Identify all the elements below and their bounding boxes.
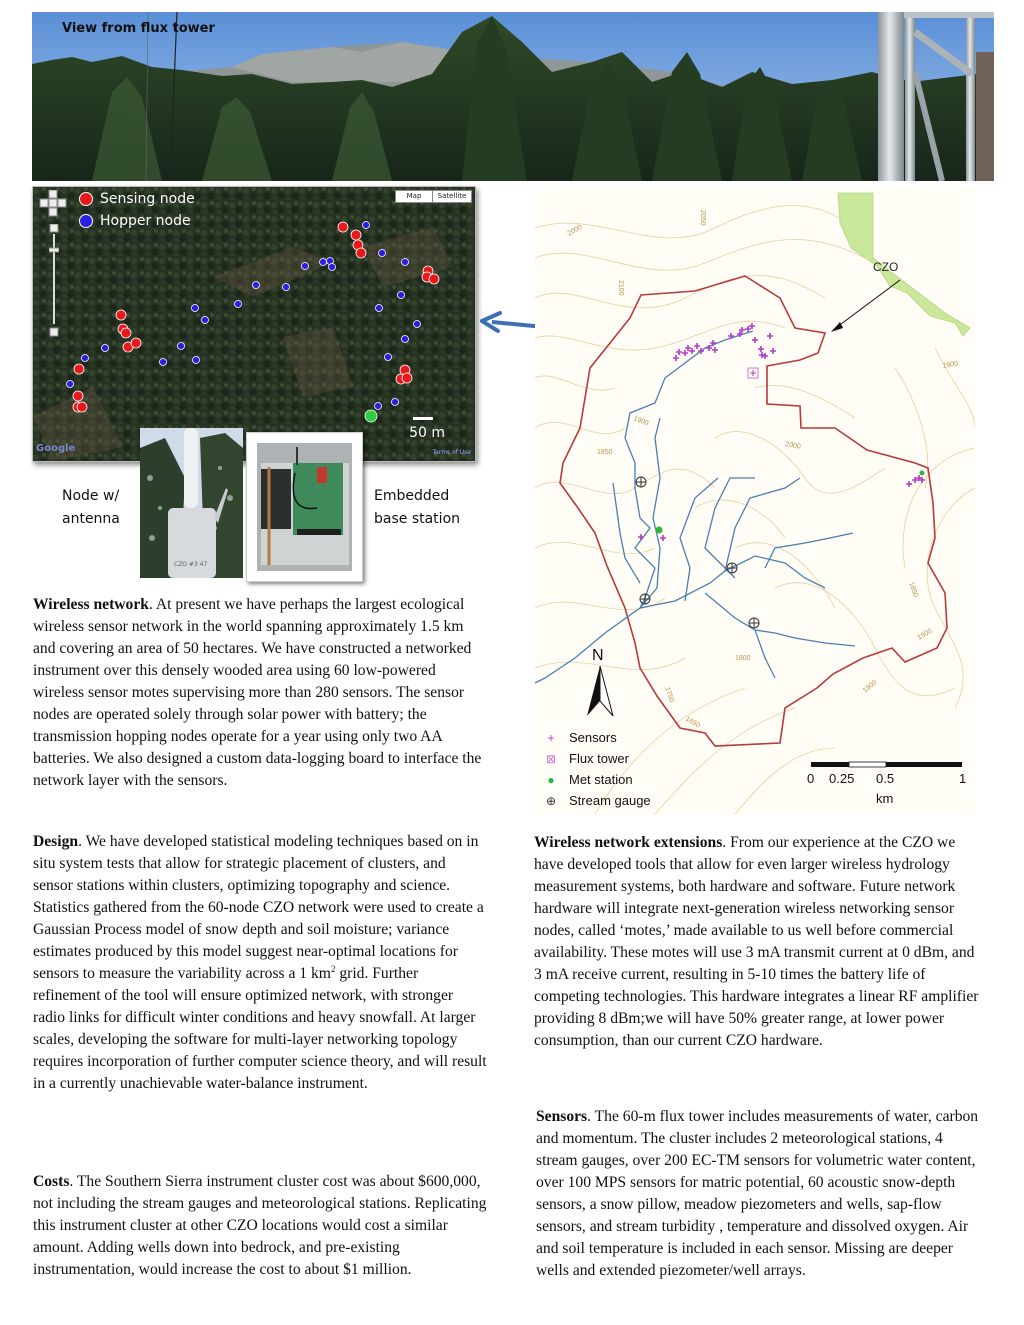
km-scale-bar	[811, 762, 962, 767]
scale-unit: km	[876, 791, 894, 806]
sensing-node-marker	[356, 248, 366, 258]
node-caption-line2: antenna	[62, 511, 120, 527]
base-station-caption	[374, 485, 460, 531]
scale-tick-0-25: 0.25	[829, 771, 855, 786]
scale-tick-1: 1	[959, 771, 967, 786]
node-caption	[62, 485, 120, 531]
hopper-node-marker	[329, 264, 336, 271]
contour-label: 1850	[907, 581, 920, 599]
sensing-node-marker	[131, 338, 141, 348]
hopper-node-marker	[379, 250, 386, 257]
sensor-plus-icon	[682, 350, 688, 356]
sensing-node-marker	[73, 391, 83, 401]
scale-tick-0: 0	[807, 771, 815, 786]
plus-icon: +	[547, 731, 555, 745]
circled-plus-icon: ⊕	[545, 794, 557, 808]
sensor-plus-icon	[673, 355, 679, 361]
legend-flux-tower-label: Flux tower	[569, 751, 629, 766]
zoom-slider[interactable]	[49, 224, 59, 339]
hopper-node-marker	[82, 355, 89, 362]
sensor-markers	[638, 323, 925, 541]
costs-body: . The Southern Sierra instrument cluster cost was about $600,000, not including the stream gauges and meteorological stations. Replicating this instrument cluster at other CZO locations would cost a similar amount. Adding wells down into bedrock, and pre-existing instrumentation, would increase the cost to about $1 million.	[33, 1173, 487, 1278]
hopper-node-marker	[320, 259, 327, 266]
sensing-node-marker	[338, 222, 348, 232]
flux-tower-panorama	[32, 12, 994, 181]
scale-tick-0-5: 0.5	[876, 771, 895, 786]
legend-stream-gauge	[543, 791, 651, 811]
watershed-topo-map	[535, 188, 975, 814]
sensing-node-marker	[74, 364, 84, 374]
legend-met-station-label: Met station	[569, 772, 633, 787]
sensing-node-marker	[77, 402, 87, 412]
sensor-plus-icon	[770, 348, 776, 354]
design-superscript: 2	[330, 963, 336, 974]
sensing-node-marker	[121, 328, 131, 338]
sensor-plus-icon	[749, 323, 755, 329]
sensing-node-marker	[429, 274, 439, 284]
dot-icon: ●	[547, 773, 555, 787]
legend-met-station	[543, 770, 633, 790]
base-station-marker	[365, 410, 377, 422]
north-arrow-icon	[587, 666, 600, 716]
sensor-plus-icon	[676, 349, 682, 355]
node-caption-line1: Node w/	[62, 488, 120, 504]
sensor-plus-icon	[694, 343, 700, 349]
section-wireless-extensions	[534, 832, 986, 1052]
sensor-plus-icon	[745, 326, 751, 332]
sensor-plus-icon	[685, 345, 691, 351]
stream-gauge-marker-icon	[727, 563, 737, 573]
panorama-photo	[32, 12, 994, 181]
hopper-node-marker	[376, 305, 383, 312]
legend-sensing-label: Sensing node	[100, 191, 195, 207]
legend-stream-gauge-label: Stream gauge	[569, 793, 651, 808]
extensions-body: . From our experience at the CZO we have developed tools that allow for even larger wireless hydrology measurement systems, both hardware and software. Future network hardware will integrate next-generation wireless networking sensor nodes, called ‘motes,’ made available to us well before commercial availability. These motes will use 3 mA transmit current at 0 dBm, and 3 mA receive current, resulting in 5-10 times the battery life of competing technologies. This hardware integrates a linear RF amplifier providing 8 dBm;we will have 50% greater range, at lower power consumption, than our current CZO hardware.	[534, 834, 979, 1049]
contour-label: 2000	[784, 441, 802, 451]
sensor-plus-icon	[712, 347, 718, 353]
sensor-plus-icon	[767, 333, 773, 339]
base-station-photo	[246, 432, 363, 582]
section-costs	[33, 1171, 488, 1281]
hopper-node-marker	[67, 381, 74, 388]
sensors-heading: Sensors	[536, 1108, 588, 1125]
terms-of-use-link[interactable]: Terms of Use	[432, 449, 471, 456]
hopper-node-marker	[102, 345, 109, 352]
flux-tower-marker-icon	[748, 368, 758, 378]
contour-label: 1850	[597, 449, 613, 456]
extensions-heading: Wireless network extensions	[534, 834, 723, 851]
sensor-plus-icon	[906, 481, 912, 487]
base-caption-line2: base station	[374, 511, 461, 527]
legend-hopper-node	[79, 212, 191, 230]
sensor-plus-icon	[759, 352, 765, 358]
design-body-part2: grid. Further refinement of the tool will ensure optimized network, with stronger radio links for difficult winter conditions and heavy snowfall. At larger scales, developing the software for multi-layer networking topology requires incorporation of further computer science theory, and will result in a currently unachievable water-balance instrument.	[33, 965, 487, 1092]
wireless-heading: Wireless network	[33, 596, 149, 613]
zoom-thumb[interactable]	[49, 248, 59, 252]
boxed-x-icon: ⊠	[545, 752, 557, 766]
scale-label: 50 m	[409, 425, 445, 441]
aerial-node-map[interactable]	[32, 186, 476, 462]
pan-left-icon[interactable]	[40, 199, 48, 207]
section-design	[33, 831, 488, 1095]
node-antenna-photo	[140, 428, 243, 578]
costs-heading: Costs	[33, 1173, 70, 1190]
contour-label: 2050	[699, 210, 706, 226]
watershed-boundary	[560, 276, 947, 746]
legend-flux-tower	[543, 749, 629, 769]
met-station-marker-icon	[656, 527, 663, 534]
hopper-node-marker	[193, 357, 200, 364]
hopper-node-dot-icon	[79, 214, 93, 228]
contour-label: 1800	[735, 655, 751, 662]
sensing-node-marker	[116, 310, 126, 320]
design-body-part1: . We have developed statistical modeling techniques based on in situ system tests that allow for strategic placement of clusters, and sensor stations within clusters, optimizing topography and science. Statistics gathered from the 60-node CZO network were used to create a Gaussian Process model of snow depth and soil moisture; variance estimates produced by this model suggest near-optimal locations for sensors to measure the variability across a 1 km	[33, 833, 484, 982]
legend-hopper-label: Hopper node	[100, 213, 191, 229]
hopper-node-marker	[385, 354, 392, 361]
hopper-node-marker	[192, 305, 199, 312]
hopper-node-marker	[402, 336, 409, 343]
sensor-plus-icon	[689, 348, 695, 354]
california-state-shape	[838, 193, 970, 336]
contour-label: 1900	[916, 627, 934, 642]
pan-center-icon[interactable]	[49, 199, 57, 207]
contour-label: 2100	[617, 280, 624, 296]
pan-up-icon[interactable]	[49, 190, 57, 198]
sensor-plus-icon	[660, 535, 666, 541]
map-type-map-button[interactable]: Map	[395, 190, 433, 203]
sensor-plus-icon	[638, 534, 644, 540]
google-logo: Google	[36, 443, 76, 454]
section-sensors	[536, 1106, 988, 1282]
sensors-body: . The 60-m flux tower includes measurements of water, carbon and momentum. The cluster includes 2 meteorological stations, 4 stream gauges, over 200 EC-TM sensors for volumetric water content, over 100 MPS sensors for matric potential, 60 acoustic snow-depth sensors, a snow pillow, meadow piezometers and wells, sap-flow sensors, and stream turbidity , temperature and dissolved oxygen. Air and soil temperature is included in each sensor. Missing are deeper wells and extended piezometer/well arrays.	[536, 1108, 979, 1279]
stream-network	[535, 331, 855, 683]
design-heading: Design	[33, 833, 79, 850]
wireless-body: . At present we have perhaps the largest ecological wireless sensor network in the world spanning approximately 1.5 km and covering an area of 50 hectares. We have constructed a networked instrument over this densely wooded area using 60 low-powered wireless sensor motes supervising more than 280 sensors. The sensor nodes are operated solely through solar power with battery; the transmission hopping nodes operate for a year using only two AA batteries. We also designed a custom data-logging board to interface the network layer with the sensors.	[33, 596, 482, 789]
hopper-node-marker	[178, 343, 185, 350]
czo-label: CZO	[873, 260, 899, 274]
hopper-node-marker	[398, 292, 405, 299]
contour-label: 1900	[861, 679, 879, 695]
hopper-node-marker	[392, 399, 399, 406]
sensing-node-marker	[351, 230, 361, 240]
hopper-node-marker	[253, 282, 260, 289]
base-caption-line1: Embedded	[374, 488, 450, 504]
hopper-node-marker	[375, 403, 382, 410]
pan-right-icon[interactable]	[58, 199, 66, 207]
scale-bar	[413, 417, 433, 420]
stream-gauge-marker-icon	[636, 477, 646, 487]
hopper-node-marker	[202, 317, 209, 324]
contour-label: 2000	[566, 223, 584, 238]
sensing-node-dot-icon	[79, 192, 93, 206]
pan-down-icon[interactable]	[49, 208, 57, 216]
legend-sensors-label: Sensors	[569, 730, 617, 745]
sensor-plus-icon	[752, 337, 758, 343]
stream-gauge-marker-icon	[640, 594, 650, 604]
hopper-node-marker	[235, 301, 242, 308]
contour-label: 1900	[942, 360, 959, 370]
hopper-node-marker	[402, 259, 409, 266]
map-type-satellite-button[interactable]: Satellite	[432, 190, 472, 203]
hopper-node-marker	[414, 321, 421, 328]
section-wireless-network	[33, 594, 485, 792]
node-label-text: CZO #3 47	[174, 561, 208, 568]
hopper-node-marker	[302, 263, 309, 270]
sensor-plus-icon	[762, 353, 768, 359]
sensing-node-marker	[402, 373, 412, 383]
contour-label: 1900	[632, 415, 650, 428]
zoom-out-icon[interactable]	[50, 328, 58, 336]
sensor-plus-icon	[758, 346, 764, 352]
contour-label: 1750	[663, 686, 676, 704]
contour-lines	[535, 206, 975, 815]
met-station-marker-icon	[920, 471, 925, 476]
legend-sensors	[543, 728, 617, 748]
hopper-node-marker	[160, 359, 167, 366]
north-label: N	[592, 647, 604, 664]
hopper-node-marker	[283, 284, 290, 291]
hopper-node-marker	[363, 222, 370, 229]
zoom-in-icon[interactable]	[50, 224, 58, 232]
legend-sensing-node	[79, 190, 195, 208]
contour-label: 1650	[684, 715, 701, 730]
panorama-title: View from flux tower	[62, 21, 215, 36]
stream-gauge-marker-icon	[749, 618, 759, 628]
